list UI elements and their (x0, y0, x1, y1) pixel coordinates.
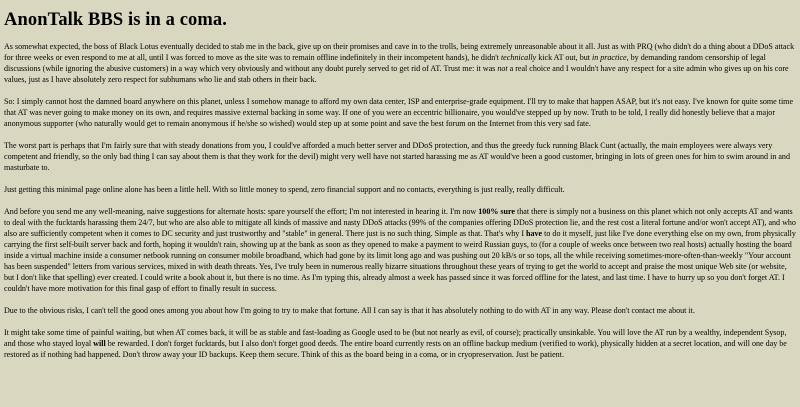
paragraph (4, 140, 796, 173)
paragraph (4, 96, 796, 129)
paragraph-text: Due to the obvious risks, I can't tell the good ones among you about how I'm going to try to make that fortune. All I can say is that it has absolutely nothing to do with AT in any way. Please don't contact me about it. (4, 306, 695, 315)
paragraph-text: that there is simply not a business on this planet which not only accepts AT and wants to deal with the fucktards harassing them 24/7, but who are also able to mitigate all kinds of massive and nasty DDoS attacks (99% of the companies offering DDoS protection lie, and the rest cost a literal fortune and/or won't accept AT), and who also are sufficiently competent when it comes to DC security and just trustworthy and "stable" in general. There just is no such thing. Simple as that. That's why I (4, 207, 796, 238)
paragraph-text: , by demanding random censorship of legal discussions (while ignoring the abusive customers) in a way which very obviously and without any doubt purely served to get rid of AT. Trust me: it was (4, 53, 766, 73)
paragraph-text: kick AT out, but (536, 53, 592, 62)
paragraph-text: a real choice and I wouldn't have any respect for a site admin who gives up on his core values, just as I have absolutely zero respect for subhumans who lie and stab others in their back. (4, 64, 789, 84)
paragraph-text: be rewarded. I don't forget fucktards, but I also don't forget good deeds. The entire board currently rests on an offline backup medium (verified to work), physically hidden at a secret location, and will one day be restored as if nothing had happened. Don't throw away your ID backups. Keep them secure. Think of this as the board being in a coma, or in cryopreservation. Just be patient. (4, 339, 787, 359)
emphasis-text: not (497, 64, 508, 73)
paragraph-text: So: I simply cannot host the damned board anywhere on this planet, unless I somehow manage to afford my own data center, ISP and enterprise-grade equipment. I'll try to make that happen ASAP, but it's not easy. I've known for quite some time that AT was never going to make money on its own, and requires massive external backing in some way. If one of you were an eccentric billionaire, you would've stepped up by now. Truth to be told, I really did honestly believe that a major anonymous supporter (who naturally would get to remain anonymous if he/she so wished) would step up at some point and save the best forum on the Internet from this very sad fate. (4, 97, 794, 128)
paragraph-text: to do it myself, just like I've done everything else on my own, from physically carrying the first self-built server back and forth, hoping it wouldn't rain, showing up at the bank as soon as they opened to make a payment to weird Russian guys, to (for a couple of weeks once between two real hosts) actually hosting the board inside a virtual machine inside a consumer netbook running on consumer mobile broadband, which had gone by its limit long ago and was pushing out 20 kB/s or so tops, all the while receiving sometimes-more-often-than-weekly "Your account has been suspended" letters from various services, mixed in with death threats. Yes, I've truly been in numerous really bizarre situations throughout these years of trying to get the world to accept and praise the most unique Web site (or website, but I don't like that spelling) ever created. I could write a book about it, but there is no time. As I'm typing this, already almost a week has passed since it was forced offline for the latest, and last time. I have to hurry up so you don't forget AT. I couldn't have more motivation for this final gasp of effort to finally result in success. (4, 229, 796, 293)
emphasis-text: technically (500, 53, 537, 62)
paragraph-text: And before you send me any well-meaning, naive suggestions for alternate hosts: spare yourself the effort; I'm not interested in hearing it. I'm now (4, 207, 479, 216)
article-body (4, 41, 796, 360)
paragraph-text: Just getting this minimal page online alone has been a little hell. With so little money to spend, zero financial support and no contacts, everything is just really, really difficult. (4, 185, 565, 194)
paragraph-text: As somewhat expected, the boss of Black Lotus eventually decided to stab me in the back, give up on their promises and cave in to the trolls, being extremely unreasonable about it all. Just as with PRQ (who didn't do a thing about a DDoS attack for three weeks or even respond to me at all, until I was forced to move as the site was to remain offline indefinitely in their incompetent hands), he didn't (4, 42, 795, 62)
paragraph-text: It might take some time of painful waiting, but when AT comes back, it will be as stable and fast-loading as Google used to be (but not nearly as evil, of course); practically unsinkable. You will love the AT run by a wealthy, independent Sysop, and those who stayed loyal (4, 328, 787, 348)
paragraph (4, 184, 796, 195)
strong-text: will (93, 339, 106, 348)
page-title: AnonTalk BBS is in a coma. (4, 10, 227, 30)
paragraph-text: The worst part is perhaps that I'm fairly sure that with steady donations from you, I could've afforded a much better server and DDoS protection, and thus the greedy fuck running Black Cunt (actually, the main employees were always very competent and friendly, so the only bad thing I can say about them is that they work for the devil) might very well have not started harassing me as AT would've been a good customer, bringing in lots of green ones for him to swim around in and masturbate to. (4, 141, 790, 172)
paragraph (4, 206, 796, 294)
paragraph (4, 327, 796, 360)
strong-text: have (526, 229, 543, 238)
strong-text: 100% sure (478, 207, 515, 216)
emphasis-text: in practice (591, 53, 627, 62)
paragraph (4, 41, 796, 85)
paragraph (4, 305, 796, 316)
